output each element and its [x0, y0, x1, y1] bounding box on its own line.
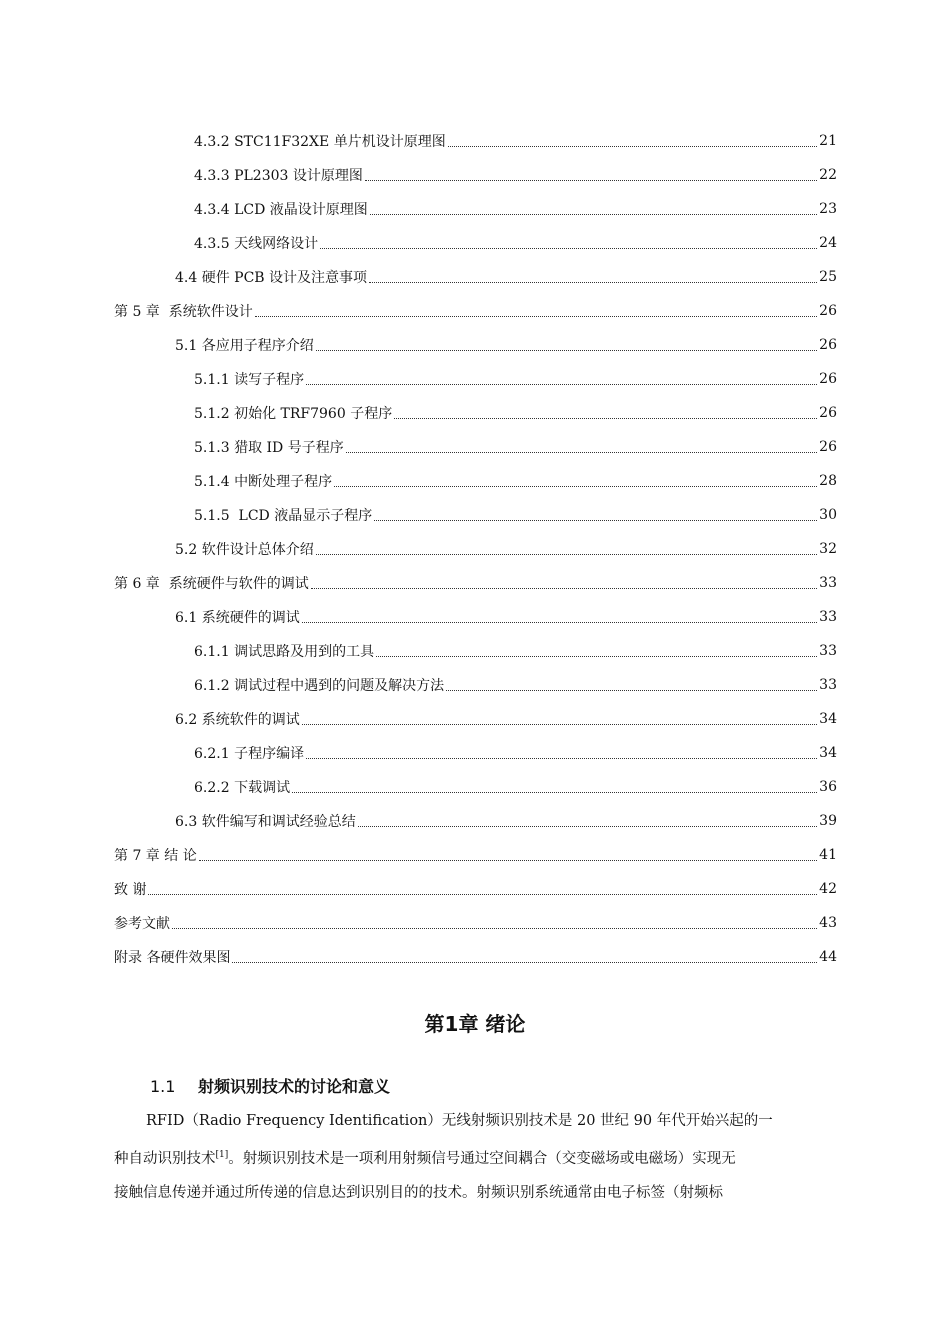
body-line: [114, 1138, 838, 1176]
toc-page-number: 23: [819, 201, 837, 217]
toc-entry[interactable]: [0, 804, 950, 838]
toc-leader-dots: [148, 893, 817, 895]
toc-entry[interactable]: [0, 838, 950, 872]
toc-page-number: 32: [819, 541, 837, 557]
toc-entry[interactable]: [0, 566, 950, 600]
toc-page-number: 43: [819, 915, 837, 931]
toc-page-number: 33: [819, 575, 837, 591]
toc-entry[interactable]: [0, 770, 950, 804]
toc-entry-label: 5.1.2 初始化 TRF7960 子程序: [194, 406, 393, 422]
toc-page-number: 44: [819, 949, 837, 965]
toc-page-number: 22: [819, 167, 837, 183]
toc-entry[interactable]: [0, 940, 950, 974]
toc-leader-dots: [292, 791, 817, 793]
toc-page-number: 39: [819, 813, 837, 829]
toc-entry-label: 5.1 各应用子程序介绍: [175, 338, 314, 354]
citation-ref[interactable]: [1]: [215, 1150, 229, 1160]
toc-entry-label: 6.3 软件编写和调试经验总结: [175, 814, 356, 830]
body-line: 接触信息传递并通过所传递的信息达到识别目的的技术。射频识别系统通常由电子标签（射频标: [114, 1185, 723, 1201]
toc-leader-dots: [316, 553, 817, 555]
toc-entry[interactable]: [0, 668, 950, 702]
toc-leader-dots: [334, 485, 817, 487]
toc-entry-label: 6.1.1 调试思路及用到的工具: [194, 644, 375, 660]
toc-leader-dots: [365, 179, 817, 181]
toc-page-number: 26: [819, 439, 837, 455]
toc-entry-label: 5.1.1 读写子程序: [194, 372, 305, 388]
toc-entry[interactable]: [0, 124, 950, 158]
toc-leader-dots: [358, 825, 817, 827]
toc-page-number: 21: [819, 133, 837, 149]
toc-entry[interactable]: [0, 872, 950, 906]
toc-entry[interactable]: [0, 906, 950, 940]
toc-page-number: 41: [819, 847, 837, 863]
toc-entry[interactable]: [0, 702, 950, 736]
section-heading: [150, 1074, 390, 1097]
toc-page-number: 25: [819, 269, 837, 285]
toc-leader-dots: [306, 383, 817, 385]
toc-leader-dots: [302, 621, 817, 623]
toc-entry[interactable]: [0, 532, 950, 566]
toc-page-number: 26: [819, 405, 837, 421]
toc-entry[interactable]: [0, 396, 950, 430]
toc-leader-dots: [232, 961, 817, 963]
toc-entry-label: 附录 各硬件效果图: [114, 950, 231, 966]
toc-entry-label: 6.2.2 下载调试: [194, 780, 291, 796]
toc-leader-dots: [255, 315, 817, 317]
toc-page-number: 26: [819, 371, 837, 387]
toc-page-number: 24: [819, 235, 837, 251]
chapter-title: 第1章 绪论: [424, 1012, 526, 1036]
toc-page-number: 34: [819, 711, 837, 727]
toc-entry[interactable]: [0, 158, 950, 192]
toc-page-number: 33: [819, 609, 837, 625]
toc-page-number: 30: [819, 507, 837, 523]
toc-entry-label: 致 谢: [114, 882, 147, 898]
section-title-text: 射频识别技术的讨论和意义: [198, 1077, 391, 1096]
toc-entry-label: 参考文献: [114, 916, 170, 932]
toc-entry[interactable]: [0, 634, 950, 668]
toc-page-number: 26: [819, 303, 837, 319]
toc-entry-label: 4.4 硬件 PCB 设计及注意事项: [175, 270, 368, 286]
toc-leader-dots: [199, 859, 817, 861]
toc-entry-label: 4.3.3 PL2303 设计原理图: [194, 168, 363, 184]
toc-entry-label: 第 5 章 系统软件设计: [114, 304, 253, 320]
toc-entry[interactable]: [0, 226, 950, 260]
toc-entry[interactable]: [0, 464, 950, 498]
toc-entry-label: 4.3.2 STC11F32XE 单片机设计原理图: [194, 134, 446, 150]
body-text-segment: 种自动识别技术: [114, 1151, 216, 1167]
table-of-contents: [0, 124, 950, 974]
toc-entry-label: 5.1.3 猎取 ID 号子程序: [194, 440, 344, 456]
toc-entry-label: 5.1.4 中断处理子程序: [194, 474, 333, 490]
toc-leader-dots: [448, 145, 817, 147]
toc-entry-label: 4.3.4 LCD 液晶设计原理图: [194, 202, 368, 218]
toc-entry-label: 5.2 软件设计总体介绍: [175, 542, 314, 558]
toc-page-number: 42: [819, 881, 837, 897]
toc-page-number: 33: [819, 643, 837, 659]
toc-leader-dots: [346, 451, 817, 453]
section-number: 1.1: [150, 1077, 176, 1096]
toc-leader-dots: [311, 587, 817, 589]
toc-leader-dots: [376, 655, 817, 657]
toc-entry-label: 6.1 系统硬件的调试: [175, 610, 300, 626]
body-line: RFID（Radio Frequency Identification）无线射频识别技术是 20 世纪 90 年代开始兴起的一: [146, 1113, 773, 1129]
body-paragraph: [114, 1104, 838, 1210]
toc-entry[interactable]: [0, 498, 950, 532]
toc-entry[interactable]: [0, 328, 950, 362]
toc-entry-label: 6.1.2 调试过程中遇到的问题及解决方法: [194, 678, 445, 694]
toc-leader-dots: [172, 927, 817, 929]
body-text-segment: 。射频识别技术是一项利用射频信号通过空间耦合（交变磁场或电磁场）实现无: [228, 1151, 736, 1167]
toc-leader-dots: [394, 417, 817, 419]
toc-page-number: 34: [819, 745, 837, 761]
toc-leader-dots: [306, 757, 817, 759]
toc-leader-dots: [370, 213, 817, 215]
toc-page-number: 26: [819, 337, 837, 353]
toc-page-number: 33: [819, 677, 837, 693]
toc-entry-label: 4.3.5 天线网络设计: [194, 236, 319, 252]
toc-entry-label: 5.1.5 LCD 液晶显示子程序: [194, 508, 373, 524]
toc-entry-label: 6.2.1 子程序编译: [194, 746, 305, 762]
toc-leader-dots: [446, 689, 817, 691]
toc-leader-dots: [320, 247, 817, 249]
toc-leader-dots: [374, 519, 817, 521]
toc-entry[interactable]: [0, 192, 950, 226]
toc-page-number: 28: [819, 473, 837, 489]
toc-leader-dots: [316, 349, 817, 351]
toc-entry[interactable]: [0, 294, 950, 328]
toc-entry-label: 第 7 章 结 论: [114, 848, 197, 864]
toc-entry[interactable]: [0, 736, 950, 770]
toc-leader-dots: [302, 723, 817, 725]
toc-leader-dots: [369, 281, 817, 283]
toc-entry[interactable]: [0, 362, 950, 396]
toc-entry[interactable]: [0, 600, 950, 634]
toc-entry[interactable]: [0, 260, 950, 294]
toc-page-number: 36: [819, 779, 837, 795]
toc-entry[interactable]: [0, 430, 950, 464]
toc-entry-label: 6.2 系统软件的调试: [175, 712, 300, 728]
toc-entry-label: 第 6 章 系统硬件与软件的调试: [114, 576, 309, 592]
